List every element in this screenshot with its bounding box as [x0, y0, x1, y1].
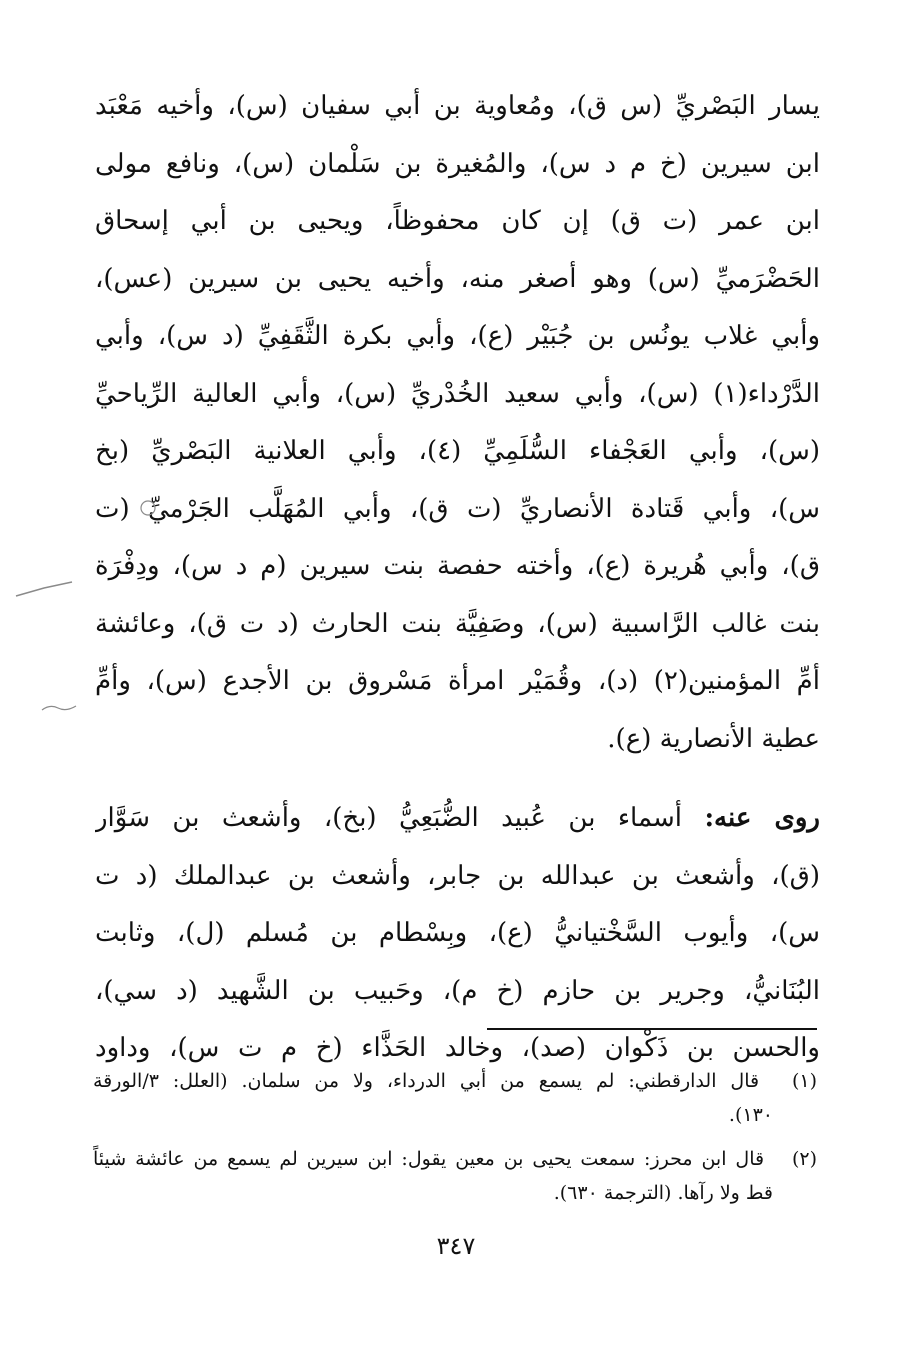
margin-pencil-mark: [40, 700, 80, 720]
text-line: ابن عمر (ت ق) إن كان محفوظاً، ويحيى بن أبي إسحاق: [95, 206, 820, 236]
footnote-number: (٢): [791, 1148, 817, 1170]
footnote-text: قال الدارقطني: لم يسمع من أبي الدرداء، ولا من سلمان. (العلل: ٣/الورقة: [93, 1070, 760, 1092]
text-run: أسماء بن عُبيد الضُّبَعِيُّ (بخ)، وأشعث بن سَوَّار: [95, 803, 705, 833]
footnote: [93, 1064, 817, 1132]
footnote-line: [93, 1142, 817, 1176]
footnote-line: قط ولا رآها. (الترجمة ٦٣٠).: [553, 1182, 773, 1204]
text-line: س)، وأبي قَتادة الأنصاريِّ (ت ق)، وأبي المُهَلَّب الجَرْميِّ (ت: [95, 493, 820, 524]
text-line: يسار البَصْريِّ (س ق)، ومُعاوية بن أبي سفيان (س)، وأخيه مَعْبَد: [95, 91, 820, 121]
paragraph-students: [95, 790, 820, 1078]
text-line: (س)، وأبي العَجْفاء السُّلَمِيِّ (٤)، وأبي العلانية البَصْريِّ (بخ: [95, 436, 820, 466]
text-line: الدَّرْداء(١) (س)، وأبي سعيد الخُدْريِّ (س)، وأبي العالية الرِّياحيِّ: [95, 378, 820, 409]
footnotes: [93, 1064, 817, 1210]
text-line: البُنَانيُّ، وجرير بن حازم (خ م)، وحَبيب بن الشَّهيد (د سي)،: [95, 975, 820, 1006]
footnote-number: (١): [791, 1070, 817, 1092]
text-line: ق)، وأبي هُريرة (ع)، وأخته حفصة بنت سيرين (م د س)، ودِفْرَة: [95, 551, 820, 581]
paragraph-teachers: [95, 78, 820, 768]
footnote-gap: [93, 1132, 817, 1142]
text-line: والحسن بن ذَكْوان (صد)، وخالد الحَذَّاء (خ م ت س)، وداود: [95, 1033, 820, 1063]
text-line: عطية الأنصارية (ع).: [607, 723, 820, 754]
paragraph-gap: [95, 768, 820, 790]
page-number: ٣٤٧: [436, 1232, 476, 1260]
footnote-line: [93, 1064, 817, 1098]
main-text: [95, 78, 820, 1078]
text-line: س)، وأيوب السَّخْتيانيُّ (ع)، وبِسْطام بن مُسلم (ل)، وثابت: [95, 918, 820, 948]
footnote-separator: [487, 1028, 817, 1030]
text-line: (ق)، وأشعث بن عبدالله بن جابر، وأشعث بن عبدالملك (د ت: [95, 860, 820, 891]
footnote-text: قال ابن محرز: سمعت يحيى بن معين يقول: ابن سيرين لم يسمع من عائشة شيئاً: [93, 1148, 765, 1170]
footnote-line: ١٣٠).: [728, 1104, 773, 1126]
pencil-circle-mark: [118, 498, 158, 518]
text-line: ابن سيرين (خ م د س)، والمُغيرة بن سَلْمان (س)، ونافع مولى: [95, 148, 820, 179]
text-line: [95, 790, 820, 848]
footnote: [93, 1142, 817, 1210]
margin-pencil-mark: [34, 578, 74, 598]
text-line: الحَضْرَميِّ (س) وهو أصغر منه، وأخيه يحيى بن سيرين (عس)،: [95, 263, 820, 294]
section-label: روى عنه:: [704, 803, 820, 833]
text-line: بنت غالب الرَّاسبية (س)، وصَفِيَّة بنت الحارث (د ت ق)، وعائشة: [95, 608, 820, 639]
text-line: أمِّ المؤمنين(٢) (د)، وقُمَيْر امرأة مَسْروق بن الأجدع (س)، وأمِّ: [95, 666, 820, 696]
text-line: وأبي غلاب يونُس بن جُبَيْر (ع)، وأبي بكرة الثَّقَفِيِّ (د س)، وأبي: [95, 321, 820, 351]
